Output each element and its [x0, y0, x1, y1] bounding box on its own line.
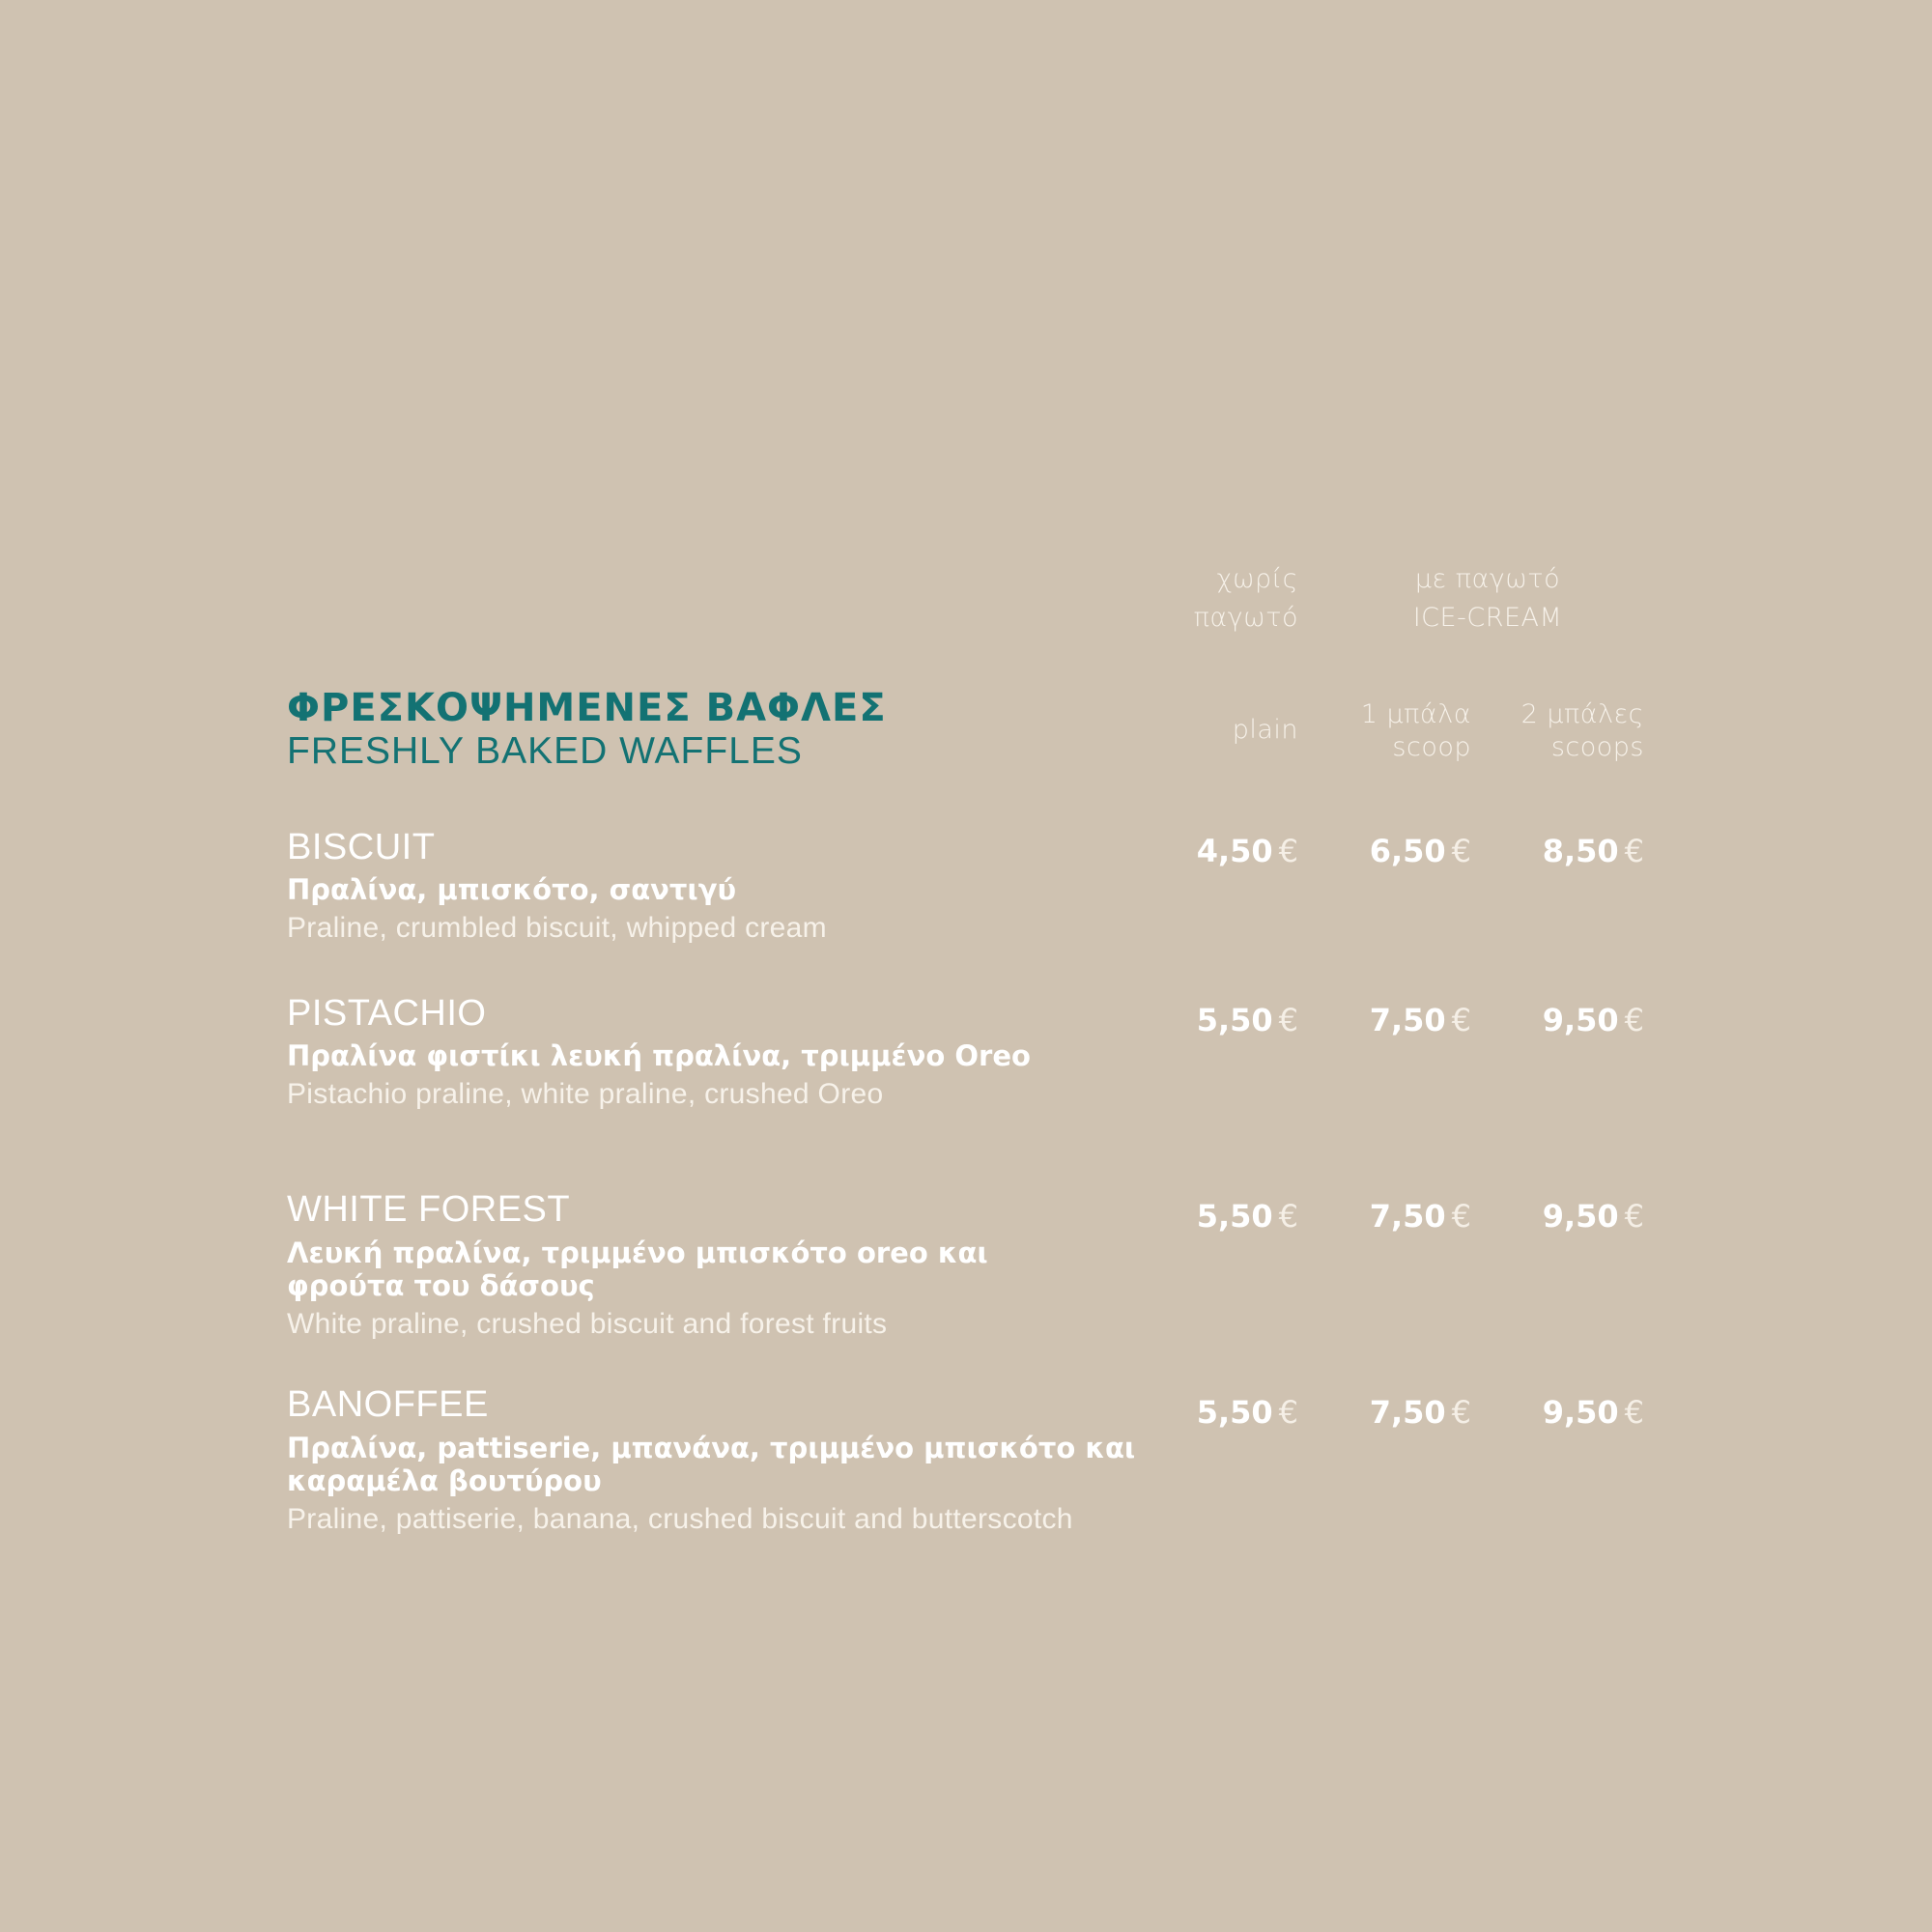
price-one-scoop: 7,50 € [1369, 1394, 1471, 1431]
item-name: WHITE FOREST [287, 1189, 571, 1230]
item-description-english: Praline, pattiserie, banana, crushed biscuit and butterscotch [287, 1503, 1073, 1535]
item-description-greek [287, 1432, 1135, 1497]
price-two-scoops: 9,50 € [1542, 1002, 1644, 1038]
item-description-greek-line2: καραμέλα βουτύρου [287, 1464, 602, 1497]
item-name: BISCUIT [287, 827, 436, 867]
section-title-greek: ΦΡΕΣΚΟΨΗΜΕΝΕΣ ΒΑΦΛΕΣ [287, 686, 887, 730]
item-description-greek-line1: Λευκή πραλίνα, τριμμένο μπισκότο oreo και [287, 1236, 988, 1269]
item-name: PISTACHIO [287, 993, 487, 1034]
with-icecream-header [1372, 560, 1604, 638]
col-header-plain: plain [1232, 715, 1298, 745]
price-two-scoops: 9,50 € [1542, 1198, 1644, 1235]
item-description-greek-line1: Πραλίνα, pattiserie, μπανάνα, τριμμένο μπισκότο και [287, 1432, 1136, 1464]
item-name: BANOFFEE [287, 1384, 489, 1425]
item-description-english: White praline, crushed biscuit and forest fruits [287, 1308, 888, 1340]
price-plain: 4,50 € [1196, 833, 1298, 869]
col-header-scoop-line1: 1 μπάλα [1360, 699, 1471, 729]
price-plain: 5,50 € [1196, 1198, 1298, 1235]
price-one-scoop: 7,50 € [1369, 1002, 1471, 1038]
item-description-english: Pistachio praline, white praline, crushed Oreo [287, 1078, 884, 1110]
price-plain: 5,50 € [1196, 1002, 1298, 1038]
with-icecream-line1: με παγωτό [1414, 564, 1561, 594]
price-plain: 5,50 € [1196, 1394, 1298, 1431]
no-icecream-line2: παγωτό [1193, 603, 1298, 633]
item-description-english: Praline, crumbled biscuit, whipped cream [287, 912, 827, 944]
col-header-scoop-line2: scoop [1392, 732, 1471, 762]
item-description-greek: Πραλίνα φιστίκι λευκή πραλίνα, τριμμένο Oreo [287, 1039, 1031, 1072]
item-description-greek: Πραλίνα, μπισκότο, σαντιγύ [287, 873, 737, 906]
item-description-greek-line2: φρούτα του δάσους [287, 1269, 595, 1302]
item-description-greek [287, 1236, 988, 1302]
col-header-scoops-line2: scoops [1550, 732, 1644, 762]
price-two-scoops: 8,50 € [1542, 833, 1644, 869]
no-icecream-line1: χωρίς [1216, 564, 1298, 594]
price-two-scoops: 9,50 € [1542, 1394, 1644, 1431]
price-one-scoop: 6,50 € [1369, 833, 1471, 869]
with-icecream-line2: ICE-CREAM [1412, 603, 1563, 633]
no-icecream-header [1194, 560, 1298, 638]
col-header-scoop [1361, 698, 1471, 764]
col-header-scoops-line1: 2 μπάλες [1520, 699, 1644, 729]
price-one-scoop: 7,50 € [1369, 1198, 1471, 1235]
section-title-english: FRESHLY BAKED WAFFLES [287, 730, 803, 772]
col-header-scoops [1521, 698, 1644, 764]
